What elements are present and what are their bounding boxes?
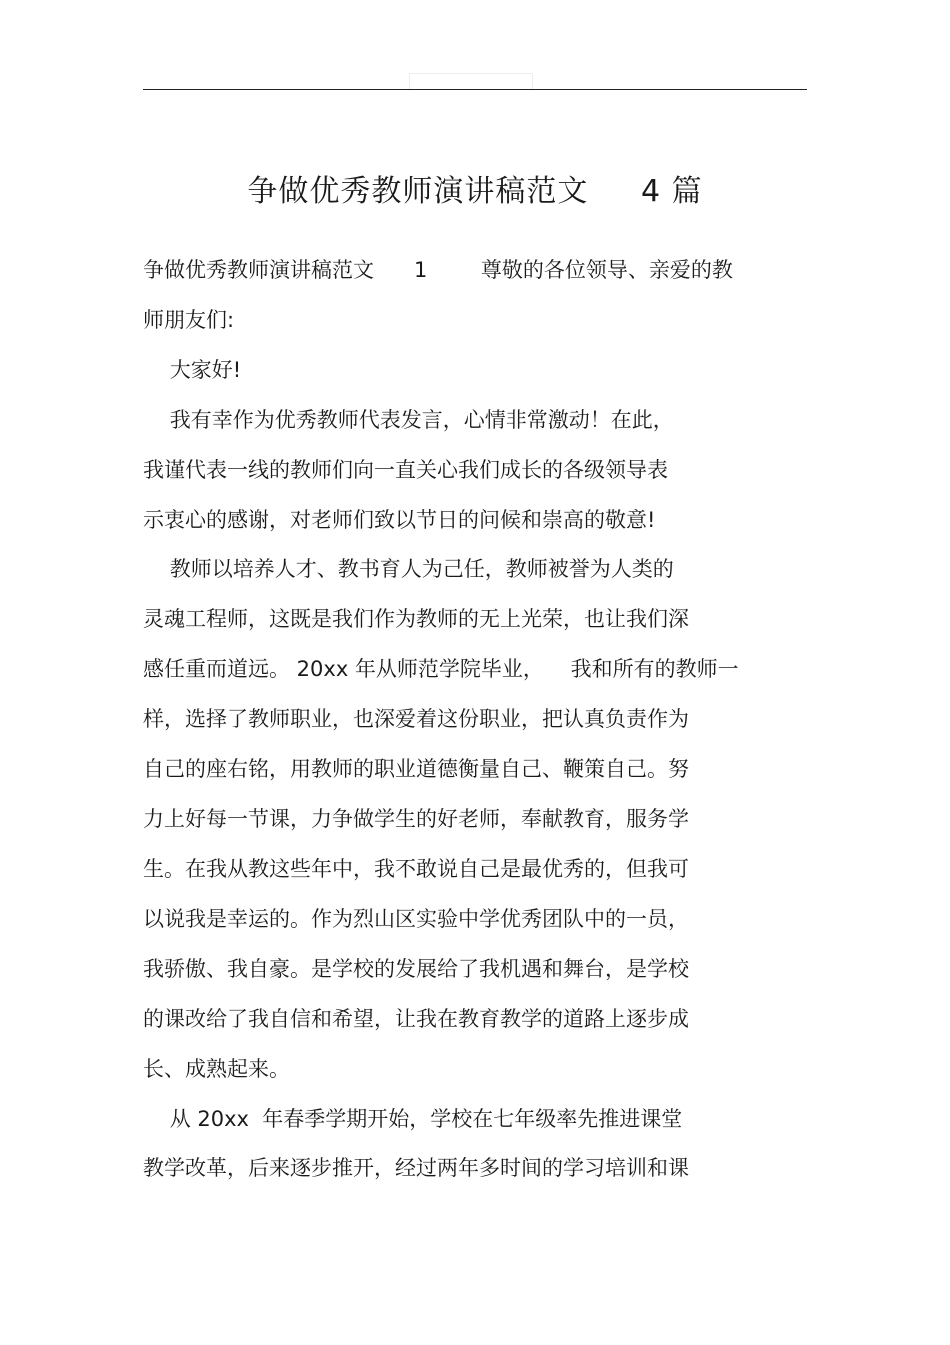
body-line: 争做优秀教师演讲稿范文 1 尊敬的各位领导、亲爱的教 <box>143 258 733 282</box>
body-line: 以说我是幸运的。作为烈山区实验中学优秀团队中的一员， <box>143 907 689 931</box>
body-line: 教学改革，后来逐步推开，经过两年多时间的学习培训和课 <box>143 1156 689 1180</box>
body-line: 从 20xx 年春季学期开始，学校在七年级率先推进课堂 <box>143 1107 683 1131</box>
body-line: 大家好! <box>143 358 242 382</box>
body-line: 自己的座右铭，用教师的职业道德衡量自己、鞭策自己。努 <box>143 757 689 781</box>
header-tab <box>409 73 533 89</box>
body-line: 生。在我从教这些年中，我不敢说自己是最优秀的，但我可 <box>143 857 689 881</box>
body-line: 样，选择了教师职业，也深爱着这份职业，把认真负责作为 <box>143 707 689 731</box>
body-line: 灵魂工程师，这既是我们作为教师的无上光荣，也让我们深 <box>143 607 689 631</box>
body-line: 示衷心的感谢，对老师们致以节日的问候和崇高的敬意! <box>143 508 656 532</box>
body-line: 长、成熟起来。 <box>143 1057 290 1081</box>
body-line: 的课改给了我自信和希望，让我在教育教学的道路上逐步成 <box>143 1007 689 1031</box>
body-line: 教师以培养人才、教书育人为己任，教师被誉为人类的 <box>143 557 674 581</box>
document-title: 争做优秀教师演讲稿范文 4 篇 <box>247 174 703 209</box>
body-line: 我谨代表一线的教师们向一直关心我们成长的各级领导表 <box>143 458 668 482</box>
header-rule <box>143 89 807 90</box>
body-line: 感任重而道远。 20xx 年从师范学院毕业， 我和所有的教师一 <box>143 657 739 681</box>
body-line: 力上好每一节课，力争做学生的好老师，奉献教育，服务学 <box>143 807 689 831</box>
body-line: 我骄傲、我自豪。是学校的发展给了我机遇和舞台，是学校 <box>143 957 689 981</box>
body-line: 我有幸作为优秀教师代表发言，心情非常激动！在此， <box>143 408 674 432</box>
body-line: 师朋友们: <box>143 308 235 332</box>
